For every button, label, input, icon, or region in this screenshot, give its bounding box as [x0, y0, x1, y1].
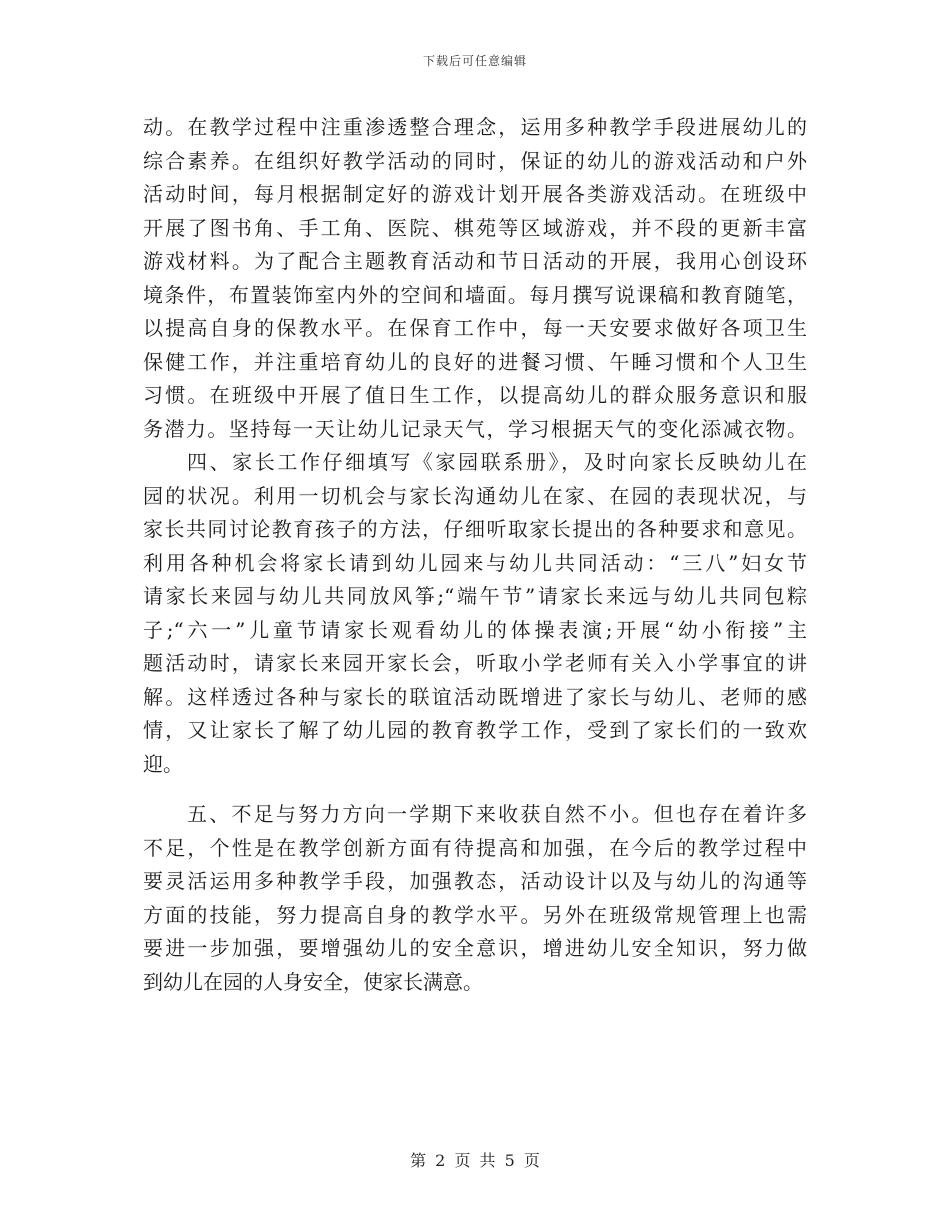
text-line: 开展了图书角、手工角、医院、棋苑等区域游戏，并不段的更新丰富 — [143, 215, 807, 240]
text-line: 习惯。在班级中开展了值日生工作，以提高幼儿的群众服务意识和服 — [143, 383, 807, 407]
text-line: 方面的技能，努力提高自身的教学水平。另外在班级常规管理上也需 — [143, 902, 807, 927]
paragraph-heading-line: 五、不足与努力方向一学期下来收获自然不小。但也存在着许多 — [187, 802, 807, 826]
paragraph-gap — [143, 781, 807, 798]
text-line: 不足，个性是在教学创新方面有待提高和加强，在今后的教学过程中 — [143, 835, 807, 860]
page-number-footer: 第 2 页 共 5 页 — [410, 1151, 540, 1170]
text-line: 题活动时，请家长来园开家长会，听取小学老师有关入小学事宜的讲 — [143, 651, 807, 675]
text-line: 园的状况。利用一切机会与家长沟通幼儿在家、在园的表现状况，与 — [143, 483, 807, 508]
body-text — [143, 111, 807, 999]
text-line: 迎。 — [143, 751, 183, 776]
text-line: 综合素养。在组织好教学活动的同时，保证的幼儿的游戏活动和户外 — [143, 148, 807, 173]
paragraph-heading-line: 四、家长工作仔细填写《家园联系册》，及时向家长反映幼儿在 — [187, 450, 807, 474]
text-line: 保健工作，并注重培育幼儿的良好的进餐习惯、午睡习惯和个人卫生 — [143, 349, 807, 374]
text-line: 到幼儿在园的人身安全，使家长满意。 — [143, 969, 483, 994]
text-line: 以提高自身的保教水平。在保育工作中，每一天安要求做好各项卫生 — [143, 316, 807, 340]
text-line: 利用各种机会将家长请到幼儿园来与幼儿共同活动：“三八”妇女节 — [143, 550, 807, 575]
text-line: 要灵活运用多种教学手段，加强教态，活动设计以及与幼儿的沟通等 — [143, 869, 807, 893]
text-line: 境条件，布置装饰室内外的空间和墙面。每月撰写说课稿和教育随笔， — [143, 282, 807, 307]
text-line: 务潜力。坚持每一天让幼儿记录天气，学习根据天气的变化添减衣物。 — [143, 416, 807, 441]
text-line: 情，又让家长了解了幼儿园的教育教学工作，受到了家长们的一致欢 — [143, 718, 807, 742]
text-line: 请家长来园与幼儿共同放风筝;“端午节”请家长来远与幼儿共同包粽 — [143, 584, 807, 608]
text-line: 动。在教学过程中注重渗透整合理念，运用多种教学手段进展幼儿的 — [143, 115, 807, 139]
text-line: 解。这样透过各种与家长的联谊活动既增进了家长与幼儿、老师的感 — [143, 684, 807, 709]
text-line: 游戏材料。为了配合主题教育活动和节日活动的开展，我用心创设环 — [143, 249, 807, 273]
text-line: 家长共同讨论教育孩子的方法，仔细听取家长提出的各种要求和意见。 — [143, 517, 807, 541]
text-line: 活动时间，每月根据制定好的游戏计划开展各类游戏活动。在班级中 — [143, 182, 807, 206]
text-line: 要进一步加强，要增强幼儿的安全意识，增进幼儿安全知识，努力做 — [143, 936, 807, 960]
text-line: 子;“六一”儿童节请家长观看幼儿的体操表演;开展“幼小衔接”主 — [143, 617, 807, 642]
header-note: 下载后可任意编辑 — [422, 54, 527, 68]
